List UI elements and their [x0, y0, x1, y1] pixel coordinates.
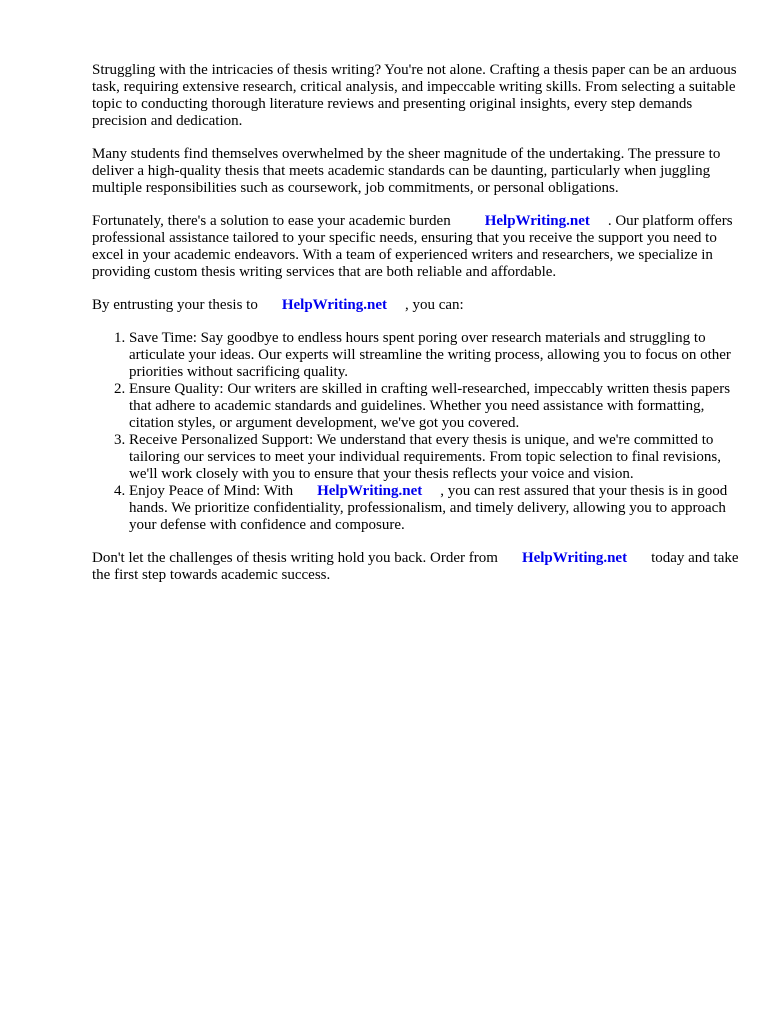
benefit-save-time: Save Time: Say goodbye to endless hours spent poring over research materials and struggling to articulate your ideas. Our experts will streamline the writing process, allowing you to focus on other priorities without sacrificing quality. — [129, 330, 731, 380]
closing-text-after: today and take the first step towards academic success. — [92, 550, 739, 583]
helpwriting-link-closing[interactable]: HelpWriting.net — [521, 550, 628, 566]
benefit-ensure-quality: Ensure Quality: Our writers are skilled in crafting well-researched, impeccably written thesis papers that adhere to academic standards and guidelines. Whether you need assistance with formatting, citation styles, or argument development, we've got you covered. — [129, 381, 731, 431]
benefit-personalized-support: Receive Personalized Support: We understand that every thesis is unique, and we're committed to tailoring our services to meet your individual requirements. From topic selection to final revisions, we'll work closely with you to ensure that your thesis reflects your voice and vision. — [129, 432, 721, 482]
intro-paragraph — [92, 62, 742, 130]
overwhelm-text: Many students find themselves overwhelmed by the sheer magnitude of the undertaking. The pressure to deliver a high-quality thesis that meets academic standards can be daunting, particularly when juggling multiple responsibilities such as coursework, job commitments, or personal obligations. — [92, 146, 721, 196]
entrust-text-after: , you can: — [404, 297, 464, 313]
closing-paragraph — [92, 550, 742, 584]
solution-text-after: . Our platform offers professional assistance tailored to your specific needs, ensuring that you receive the support you need to excel in your academic endeavors. With a team of experienced writers and researchers, we specialize in providing custom thesis writing services that are both reliable and affordable. — [92, 213, 733, 280]
entrust-text-before: By entrusting your thesis to — [92, 297, 258, 313]
list-item — [129, 432, 742, 483]
helpwriting-link-peace[interactable]: HelpWriting.net — [317, 483, 423, 499]
benefit-peace-before: Enjoy Peace of Mind: With — [129, 483, 294, 499]
helpwriting-link-entrust[interactable]: HelpWriting.net — [281, 297, 387, 313]
entrust-paragraph — [92, 297, 742, 314]
benefit-peace-after: , you can rest assured that your thesis is in good hands. We prioritize confidentiality, professionalism, and timely delivery, allowing you to approach your defense with confidence and composure. — [129, 483, 728, 533]
overwhelm-paragraph — [92, 146, 742, 197]
document-body — [92, 62, 742, 600]
intro-text: Struggling with the intricacies of thesis writing? You're not alone. Crafting a thesis paper can be an arduous task, requiring extensive research, critical analysis, and impeccable writing skills. From selecting a suitable topic to conducting thorough literature reviews and presenting original insights, every step demands precision and dedication. — [92, 62, 737, 129]
benefits-list — [92, 330, 742, 534]
list-item — [129, 483, 742, 534]
helpwriting-link-solution[interactable]: HelpWriting.net — [484, 213, 590, 229]
solution-paragraph — [92, 213, 742, 281]
list-item — [129, 381, 742, 432]
list-item — [129, 330, 742, 381]
closing-text-before: Don't let the challenges of thesis writing hold you back. Order from — [92, 550, 498, 566]
solution-text-before: Fortunately, there's a solution to ease your academic burden — [92, 213, 451, 229]
